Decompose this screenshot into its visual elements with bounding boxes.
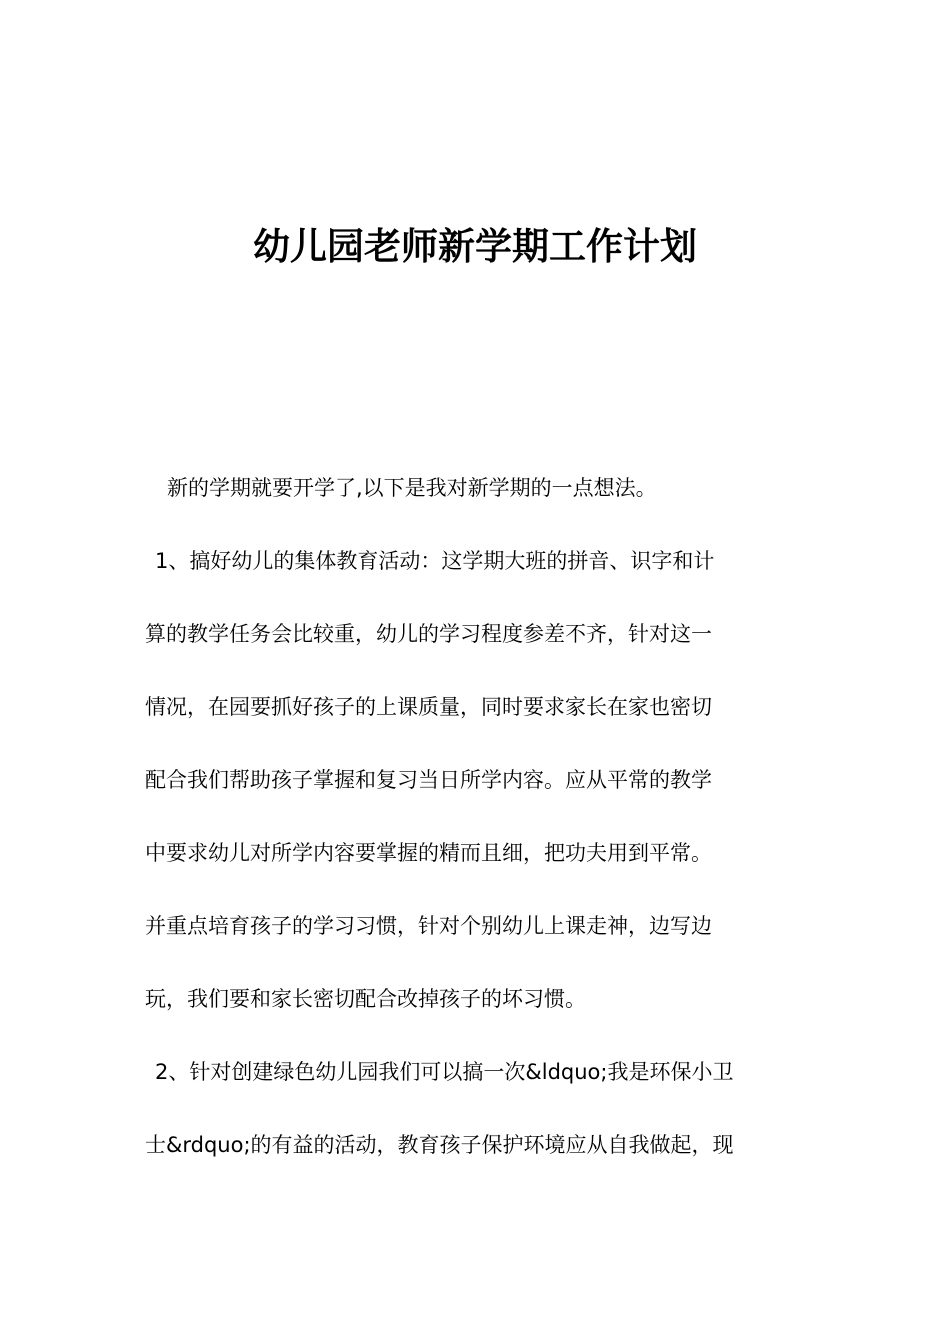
paragraph-line: 情况，在园要抓好孩子的上课质量，同时要求家长在家也密切 bbox=[145, 695, 712, 719]
document-title: 幼儿园老师新学期工作计划 bbox=[253, 225, 697, 268]
paragraph-line: 并重点培育孩子的学习习惯，针对个别幼儿上课走神，边写边 bbox=[145, 914, 712, 938]
paragraph-line: 2、针对创建绿色幼儿园我们可以搞一次&ldquo;我是环保小卫 bbox=[155, 1060, 734, 1084]
paragraph-line: 玩，我们要和家长密切配合改掉孩子的坏习惯。 bbox=[145, 987, 586, 1011]
paragraph-line: 1、搞好幼儿的集体教育活动：这学期大班的拼音、识字和计 bbox=[155, 549, 715, 573]
paragraph-line: 算的教学任务会比较重，幼儿的学习程度参差不齐，针对这一 bbox=[145, 622, 712, 646]
paragraph-line: 配合我们帮助孩子掌握和复习当日所学内容。应从平常的教学 bbox=[145, 768, 712, 792]
paragraph-line: 士&rdquo;的有益的活动，教育孩子保护环境应从自我做起，现 bbox=[145, 1133, 734, 1157]
paragraph-line: 中要求幼儿对所学内容要掌握的精而且细，把功夫用到平常。 bbox=[145, 841, 712, 865]
document-body bbox=[145, 452, 810, 1182]
intro-line: 新的学期就要开学了,以下是我对新学期的一点想法。 bbox=[167, 476, 657, 500]
